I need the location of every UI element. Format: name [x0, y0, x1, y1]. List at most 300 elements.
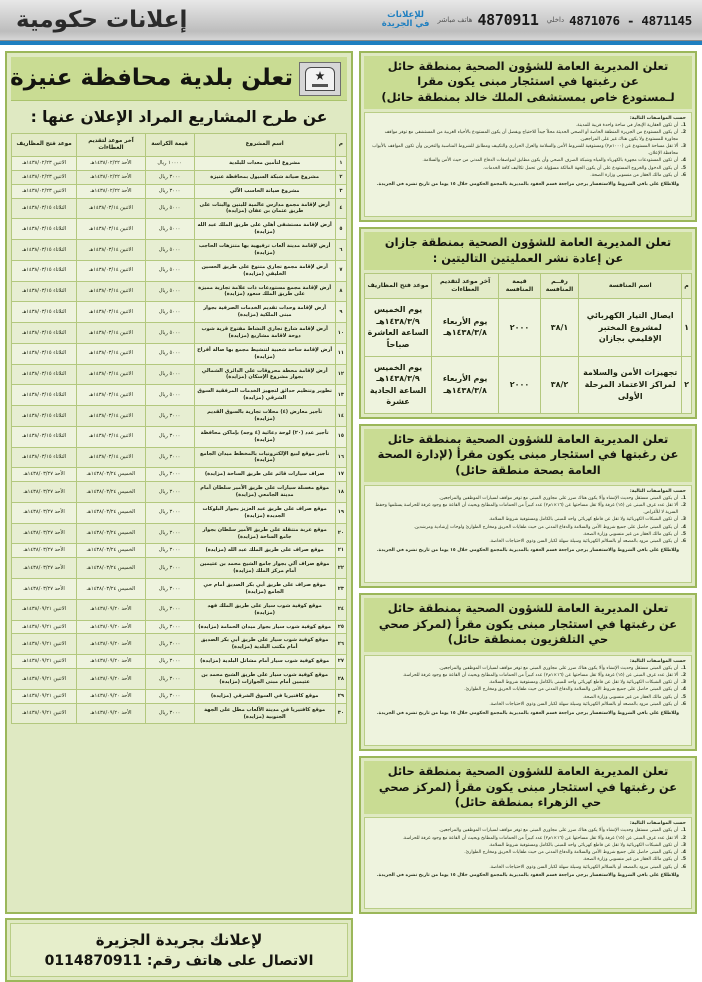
- projects-cell-0: ١٤: [335, 406, 346, 427]
- projects-cell-0: ٢٨: [335, 669, 346, 690]
- projects-cell-4: الاثنين ١٤٣٨/٠٢/٢٣هـ: [12, 156, 77, 170]
- announcement-condition-item: [370, 836, 686, 843]
- projects-cell-2: ٣٠٠٠ ريال: [145, 669, 194, 690]
- list-bullet: 6.: [681, 864, 686, 870]
- announcement-box-0: [359, 51, 697, 222]
- projects-cell-0: ١٦: [335, 447, 346, 468]
- announcement-note: وللاطلاع على باقي الشروط والاستفسار يرجى مراجعة قسم العقود بالمديرية بالمجمع الحكومي خلال ١٥ يوما من تاريخ نشره في الجريدة.: [376, 547, 680, 553]
- projects-cell-4: الثلاثاء ١٤٣٨/٠٣/١٥هـ: [12, 219, 77, 240]
- projects-cell-2: ٣٠٠٠ ريال: [145, 523, 194, 544]
- announcement-condition-item: [370, 532, 686, 539]
- table-row: [12, 302, 347, 323]
- projects-cell-3: الخميس ١٤٣٨/٠٣/٢٤هـ: [77, 482, 145, 503]
- table-row: [12, 558, 347, 579]
- projects-cell-4: الاثنين ١٤٣٨/٠٢/٢٣هـ: [12, 184, 77, 198]
- announcement-box-2: [359, 424, 697, 589]
- table-row: [12, 364, 347, 385]
- projects-table-head: [12, 134, 347, 157]
- announcement-condition-text: ألا تقل عدد غرف المبنى عن (١٥) غرفة وألا تقل مساحتها عن (١٦×١م٢) عدد كبيراً من الحمامات والمطابخ وبحيث أن القاعة مع وجود غرفة للحراسة.: [402, 672, 679, 678]
- primary-phone-block: [437, 11, 538, 29]
- jazan-col-5: موعد فتح المظاريف: [365, 274, 432, 299]
- projects-cell-2: ٣٠٠٠ ريال: [145, 502, 194, 523]
- projects-cell-2: ٣٠٠٠ ريال: [145, 447, 194, 468]
- projects-cell-3: الاثنين ١٤٣٨/٠٣/١٤هـ: [77, 198, 145, 219]
- projects-cell-0: ١٠: [335, 323, 346, 344]
- projects-cell-4: الاثنين ١٤٣٨/٠٩/٢١هـ: [12, 669, 77, 690]
- projects-cell-1: موقع كوفية شوب سيار على طريق أبي بكر الصديق أمام مكتب البلدية (مزايدة): [194, 634, 335, 655]
- jazan-col-3: قيمة المنافسة: [499, 274, 541, 299]
- projects-cell-0: ٢٧: [335, 655, 346, 669]
- announcement-condition-text: ألا تقل عدد غرف المبنى عن (١٥) غرفة وألا تقل مساحتها عن (١٦×١م٢) عدد كبيراً من الحمامات والمطابخ وبحيث أن القاعة مع وجود غرفة للحراسة.: [402, 835, 679, 841]
- table-row: [12, 482, 347, 503]
- announcement-heading-line-1: تعلن المديرية العامة للشؤون الصحية بمنطقة حائل: [387, 59, 669, 73]
- jazan-cell-2: ٣٨/٢: [540, 356, 579, 413]
- projects-cell-0: ١٧: [335, 468, 346, 482]
- projects-cell-0: ٦: [335, 240, 346, 261]
- announcement-intro: حسب المواصفات التالية:: [629, 489, 686, 495]
- projects-cell-3: الاثنين ١٤٣٨/٠٣/١٤هـ: [77, 219, 145, 240]
- projects-cell-2: ٥٠٠٠ ريال: [145, 260, 194, 281]
- list-bullet: 6.: [681, 701, 686, 707]
- announcement-condition-text: أن يكون الدخول والخروج المستودع على أن يكون الجهة المالكة مسؤولة عن تحمل تكاليف كافة الخدمات.: [482, 165, 679, 171]
- projects-cell-1: أرض لإقامة مستشفى أهلي على طريق الملك عبد الله (مزايدة): [194, 219, 335, 240]
- projects-cell-0: ٥: [335, 219, 346, 240]
- announcement-condition-item: [370, 680, 686, 687]
- announcement-heading-line-2: عن إعادة نشر العمليتين التاليتين :: [432, 250, 624, 265]
- projects-cell-3: الخميس ١٤٣٨/٠٣/٢٤هـ: [77, 579, 145, 600]
- announcement-header-0: [364, 56, 692, 109]
- table-row: [12, 703, 347, 724]
- projects-col-4: موعد فتح المظاريف: [12, 134, 77, 157]
- projects-cell-2: ٣٠٠٠ ريال: [145, 184, 194, 198]
- projects-cell-4: الأحد ١٤٣٨/٠٣/٢٧هـ: [12, 523, 77, 544]
- projects-cell-2: ٣٠٠٠ ريال: [145, 170, 194, 184]
- projects-cell-3: الأحد ١٤٣٨/٠٢/٢٢هـ: [77, 156, 145, 170]
- list-bullet: 2.: [681, 130, 686, 136]
- announcement-condition-item: [370, 123, 686, 130]
- projects-cell-1: موقع كوفية شوب سيار على طريق الملك فهد (مزايدة): [194, 599, 335, 620]
- projects-cell-1: تطوير وتنظيم حدائق لتجهيز الخدمات المرفقية السوق الشرقي (مزايدة): [194, 385, 335, 406]
- projects-cell-2: ٣٠٠٠ ريال: [145, 634, 194, 655]
- projects-cell-1: موقع صراف على طريق أبي بكر الصديق أمام حي الجامع (مزايدة): [194, 579, 335, 600]
- table-row: [12, 523, 347, 544]
- projects-cell-2: ٥٠٠٠ ريال: [145, 198, 194, 219]
- announcement-heading-line-2: عن رغبتها في استئجار مبنى يكون مقرا: [417, 74, 639, 89]
- announcement-intro: حسب المواصفات التالية:: [629, 116, 686, 122]
- projects-cell-3: الاثنين ١٤٣٨/٠٣/١٤هـ: [77, 343, 145, 364]
- announcement-condition-item: [370, 539, 686, 546]
- announcement-note: وللاطلاع على باقي الشروط والاستفسار يرجى مراجعة قسم العقود بالمديرية بالمجمع الحكومي خلال ١٥ يوما من تاريخ نشره في الجريدة.: [376, 873, 680, 879]
- projects-cell-1: مشروع صيانة شبكة السيول بمحافظة عنيزة: [194, 170, 335, 184]
- announcement-body-2: [364, 485, 692, 583]
- jazan-competitions-table: [364, 273, 692, 414]
- projects-cell-1: موقع صراف على طريق عبد العزيز بجوار البلوكات الجديدة (مزايدة): [194, 502, 335, 523]
- list-bullet: 2.: [681, 835, 686, 841]
- projects-cell-0: ٢٥: [335, 620, 346, 634]
- projects-cell-4: الأحد ١٤٣٨/٠٣/٢٧هـ: [12, 482, 77, 503]
- projects-cell-1: موقع كافتيريا في مدينة الألعاب مطل على الجهة الجنوبية (مزايدة): [194, 703, 335, 724]
- announcement-condition-text: أن تكون الشبكات الكهربائية ولا تقل عن قاطع كهربائي واحد للمبنى بالكامل ومستوفية شروط السلامة.: [488, 517, 679, 523]
- announcement-heading-line-2: عن رغبتها في استئجار مبنى يكون مقرأ (لمركز صحي حي التلفزيون بمنطقة حائل): [378, 616, 678, 647]
- jazan-col-1: اسم المنافسة: [579, 274, 682, 299]
- jazan-cell-4: يوم الأربعاء ١٤٣٨/٣/٨هـ: [432, 299, 499, 356]
- announcement-condition-text: أن يكون مالك العقار من غير منسوبي وزارة الصحة.: [582, 694, 679, 700]
- announcement-header-1: [364, 232, 692, 270]
- projects-cell-3: الأحد ١٤٣٨/٠٩/٢٠هـ: [77, 634, 145, 655]
- projects-cell-2: ١٠٠٠٠ ريال: [145, 156, 194, 170]
- projects-cell-3: الأحد ١٤٣٨/٠٩/٢٠هـ: [77, 689, 145, 703]
- projects-cell-4: الثلاثاء ١٤٣٨/٠٣/١٥هـ: [12, 198, 77, 219]
- projects-cell-3: الاثنين ١٤٣٨/٠٣/١٤هـ: [77, 426, 145, 447]
- projects-cell-1: أرض لإقامة محطة محروقات على الدائري الشمالي بجوار مشروع الإسكان (مزايدة): [194, 364, 335, 385]
- projects-cell-1: أرض لإقامة مجمع تجاري متنوع على طريق الحسين الخليفي (مزايدة): [194, 260, 335, 281]
- projects-cell-1: موقع صراف على طريق الملك عبد الله (مزايدة): [194, 544, 335, 558]
- announcement-condition-text: أن تكون العقارية الإيجار في ساحة واحدة قريبة للمدينة.: [575, 123, 679, 129]
- list-bullet: 5.: [681, 531, 686, 537]
- jazan-col-4: آخر موعد لتقديم العطاءات: [432, 274, 499, 299]
- announcement-condition-text: أن تكون الشبكات الكهربائية ولا تقل عن قاطع كهربائي واحد للمبنى بالكامل ومستوفية شروط السلامة.: [488, 680, 679, 686]
- projects-cell-2: ٥٠٠٠ ريال: [145, 343, 194, 364]
- announcement-condition-text: أن تكون المستودعات مجهزة بالكهرباء والمياه وشبكة الصرف الصحي وأن يكون مطابق لمواصفات الدفاع المدني من حيث الأمن والسلامة.: [422, 158, 679, 164]
- projects-cell-2: ٣٠٠٠ ريال: [145, 655, 194, 669]
- projects-cell-3: الأحد ١٤٣٨/٠٢/٢٢هـ: [77, 184, 145, 198]
- projects-cell-0: ١١: [335, 343, 346, 364]
- projects-cell-4: الثلاثاء ١٤٣٨/٠٣/١٥هـ: [12, 406, 77, 427]
- announcement-condition-text: أن تكون الشبكات الكهربائية ولا تقل عن قاطع كهربائي واحد للمبنى بالكامل ومستوفية شروط السلامة.: [488, 842, 679, 848]
- announcement-condition-text: ألا تقل عدد غرف المبنى عن (١٥) غرفة وألا تقل مساحتها عن (١٦×١م٢) عدد كبيراً من الحمامات والمطابخ وبحيث أن القاعة مع وجود غرفة للحراسة يستلمها وحفظ السرية لا للأغراض.: [375, 503, 679, 516]
- primary-phone-number: 4870911: [477, 11, 539, 29]
- table-row: [12, 343, 347, 364]
- projects-cell-3: الأحد ١٤٣٨/٠٢/٢٢هـ: [77, 170, 145, 184]
- projects-cell-3: الأحد ١٤٣٨/٠٩/٢٠هـ: [77, 669, 145, 690]
- projects-cell-1: موقع كوفية شوب سيار على طريق الشيخ محمد بن عثيمين أمام مبنى الجوازات (مزايدة): [194, 669, 335, 690]
- announcement-heading-line-1: تعلن المديرية العامة للشؤون الصحية بمنطقة حائل: [387, 431, 669, 446]
- projects-cell-2: ٥٠٠٠ ريال: [145, 364, 194, 385]
- projects-cell-0: ٣٠: [335, 703, 346, 724]
- projects-cell-1: صراف سيارات قائم على طريق الساحة (مزايدة): [194, 468, 335, 482]
- projects-cell-4: الثلاثاء ١٤٣٨/٠٣/١٥هـ: [12, 281, 77, 302]
- announcement-condition-text: أن يكون المبنى مزود بالمصعد أو بالسلالم الكهربائية وسيلة سهلة لكبار السن وذوي الاحتياجات الخاصة.: [489, 539, 679, 545]
- announcement-condition-text: أن يكون المبنى مزود بالمصعد أو بالسلالم الكهربائية وسيلة سهلة لكبار السن وذوي الاحتياجات الخاصة.: [489, 701, 679, 707]
- masthead-contact-block: [382, 11, 692, 29]
- projects-col-1: اسم المشروع: [194, 134, 335, 157]
- announcement-condition-item: [370, 496, 686, 503]
- announcement-box-1: [359, 227, 697, 419]
- announcement-condition-item: [370, 517, 686, 524]
- announcement-condition-item: [370, 702, 686, 709]
- projects-cell-0: ٢١: [335, 544, 346, 558]
- projects-cell-1: موقع كافتيريا في السوق الشرقي (مزايدة): [194, 689, 335, 703]
- list-bullet: 4.: [681, 524, 686, 530]
- announcement-condition-text: أن يكون المبنى مزود بالمصعد أو بالسلالم الكهربائية وسيلة سهلة لكبار السن وذوي الاحتياجات الخاصة.: [489, 864, 679, 870]
- projects-cell-0: ١٩: [335, 502, 346, 523]
- announcement-condition-item: [370, 695, 686, 702]
- projects-cell-3: الاثنين ١٤٣٨/٠٣/١٤هـ: [77, 406, 145, 427]
- announcement-condition-item: [370, 666, 686, 673]
- projects-cell-1: تأجير عدد (٢٠) لوحة دعائية (٤ وجه) بإماكن محافظة (مزايدة): [194, 426, 335, 447]
- projects-cell-0: ٤: [335, 198, 346, 219]
- table-row: [12, 281, 347, 302]
- list-bullet: 6.: [681, 539, 686, 545]
- projects-cell-1: أرض لإقامة مدينة ألعاب ترفيهية بها متنزهات الحاجب (مزايدة): [194, 240, 335, 261]
- projects-cell-4: الثلاثاء ١٤٣٨/٠٣/١٥هـ: [12, 323, 77, 344]
- projects-cell-3: الأحد ١٤٣٨/٠٩/٢٠هـ: [77, 655, 145, 669]
- projects-cell-1: موقع صراف آلي بجوار جامع الشيخ محمد بن عثيمين أمام مركز الملك (مزايدة): [194, 558, 335, 579]
- projects-cell-0: ٨: [335, 281, 346, 302]
- contact-ad-line2: [15, 953, 343, 969]
- list-bullet: 4.: [681, 850, 686, 856]
- projects-cell-4: الاثنين ١٤٣٨/٠٩/٢١هـ: [12, 620, 77, 634]
- secondary-phone-block: [547, 13, 692, 28]
- table-header-row: [12, 134, 347, 157]
- announcement-note: وللاطلاع على باقي الشروط والاستفسار يرجى مراجعة قسم العقود بالمديرية بالمجمع الحكومي خلال ١٥ يوما من تاريخ نشره في الجريدة.: [376, 181, 680, 187]
- projects-cell-2: ٥٠٠٠ ريال: [145, 302, 194, 323]
- table-row: [12, 240, 347, 261]
- projects-cell-2: ٥٠٠٠ ريال: [145, 219, 194, 240]
- announcement-intro: حسب المواصفات التالية:: [629, 658, 686, 664]
- announcement-condition-item: [370, 130, 686, 144]
- announcement-condition-text: أن يكون المبنى حاصل على جميع شروط الأمن والسلامة والدفاع المدني من حيث طفايات الحريق ومخارج الطوارئ ولوحات إرشادية ومرشدين.: [413, 524, 679, 530]
- municipality-title: تعلن بلدية محافظة عنيزة: [10, 65, 293, 92]
- saudi-emblem-icon: [299, 62, 341, 96]
- announcement-condition-text: أن يكون المبنى مستقل وحديث الإنشاء وألا يكون هناك ضرر على مجاوري المبنى مع توفر مواقف لسيارات الموظفين والمراجعين.: [438, 665, 679, 671]
- projects-cell-0: ٢٦: [335, 634, 346, 655]
- jazan-cell-4: يوم الأربعاء ١٤٣٨/٣/٨هـ: [432, 356, 499, 413]
- announcements-column: [359, 51, 697, 914]
- projects-cell-4: الاثنين ١٤٣٨/٠٩/٢١هـ: [12, 634, 77, 655]
- projects-cell-2: ٣٠٠٠ ريال: [145, 579, 194, 600]
- projects-col-0: م: [335, 134, 346, 157]
- jazan-cell-1: ايصال التيار الكهربائي لمشروع المختبر الإقليمي بجازان: [579, 299, 682, 356]
- projects-cell-3: الاثنين ١٤٣٨/٠٣/١٤هـ: [77, 302, 145, 323]
- municipality-panel: [5, 51, 353, 914]
- announcement-condition-item: [370, 843, 686, 850]
- projects-cell-4: الثلاثاء ١٤٣٨/٠٣/١٥هـ: [12, 447, 77, 468]
- municipality-header: [11, 57, 347, 101]
- list-bullet: 3.: [681, 144, 686, 150]
- table-row: [12, 620, 347, 634]
- announcement-body-4: [364, 817, 692, 909]
- table-row: [12, 599, 347, 620]
- announcement-condition-item: [370, 166, 686, 173]
- table-row: [12, 406, 347, 427]
- projects-cell-0: ٢: [335, 170, 346, 184]
- municipality-subtitle: عن طرح المشاريع المراد الإعلان عنها :: [30, 108, 328, 126]
- announcement-heading-line-1: تعلن المديرية العامة للشؤون الصحية بمنطقة جازان: [384, 235, 672, 250]
- contact-ad-label: الاتصال على هاتف رقم:: [146, 953, 314, 969]
- projects-cell-3: الاثنين ١٤٣٨/٠٣/١٤هـ: [77, 385, 145, 406]
- announcement-condition-text: أن يكون المبنى حاصل على جميع شروط الأمن والسلامة والدفاع المدني من حيث طفايات الحريق ومخارج الطوارئ.: [464, 850, 679, 856]
- projects-cell-4: الاثنين ١٤٣٨/٠٢/٢٣هـ: [12, 170, 77, 184]
- table-row: [12, 468, 347, 482]
- projects-cell-2: ٣٠٠٠ ريال: [145, 426, 194, 447]
- projects-cell-3: الأحد ١٤٣٨/٠٩/٢٠هـ: [77, 703, 145, 724]
- projects-cell-1: مشروع صيانة الحاسب الآلي: [194, 184, 335, 198]
- projects-cell-4: الثلاثاء ١٤٣٨/٠٣/١٥هـ: [12, 426, 77, 447]
- projects-cell-2: ٣٠٠٠ ريال: [145, 703, 194, 724]
- jazan-col-0: م: [682, 274, 692, 299]
- projects-cell-2: ٣٠٠٠ ريال: [145, 689, 194, 703]
- projects-cell-3: الأحد ١٤٣٨/٠٩/٢٠هـ: [77, 620, 145, 634]
- announcement-condition-item: [370, 673, 686, 680]
- jazan-cell-5: يوم الخميس ١٤٣٨/٣/٩هـ الساعة الحادية عشرة: [365, 356, 432, 413]
- projects-cell-1: موقع كوفية شوب سيار بجوار ميدان الحمامة (مزايدة): [194, 620, 335, 634]
- projects-cell-4: الاثنين ١٤٣٨/٠٩/٢١هـ: [12, 689, 77, 703]
- projects-cell-2: ٣٠٠٠ ريال: [145, 406, 194, 427]
- announcement-header-3: [364, 598, 692, 651]
- announcement-condition-text: أن يكون المبنى حاصل على جميع شروط الأمن والسلامة والدفاع المدني من حيث طفايات الحريق ومخارج الطوارئ.: [464, 687, 679, 693]
- projects-cell-0: ١٨: [335, 482, 346, 503]
- municipality-table-wrap: [11, 130, 347, 908]
- table-row: [12, 385, 347, 406]
- projects-cell-1: تأجير موقع لبيع الإلكترونيات بالمخطط ميدان الجامع (مزايدة): [194, 447, 335, 468]
- ads-brand-line2: في الجريدة: [381, 19, 430, 29]
- announcement-header-4: [364, 761, 692, 814]
- table-row: [12, 323, 347, 344]
- projects-cell-2: ٣٠٠٠ ريال: [145, 482, 194, 503]
- table-row: [12, 655, 347, 669]
- announcement-condition-item: [370, 828, 686, 835]
- announcement-condition-item: [370, 173, 686, 180]
- announcement-condition-text: أن يكون مالك العقار من غير منسوبي وزارة الصحة.: [582, 531, 679, 537]
- announcement-condition-item: [370, 525, 686, 532]
- list-bullet: 5.: [681, 165, 686, 171]
- projects-cell-2: ٥٠٠٠ ريال: [145, 281, 194, 302]
- projects-cell-3: الخميس ١٤٣٨/٠٣/٢٤هـ: [77, 523, 145, 544]
- table-row: [12, 689, 347, 703]
- projects-cell-2: ٥٠٠٠ ريال: [145, 240, 194, 261]
- projects-cell-4: الأحد ١٤٣٨/٠٣/٢٧هـ: [12, 544, 77, 558]
- announcement-condition-item: [370, 503, 686, 517]
- projects-cell-3: الاثنين ١٤٣٨/٠٣/١٤هـ: [77, 447, 145, 468]
- table-row: [12, 260, 347, 281]
- jazan-cell-3: ٢٠٠٠: [499, 299, 541, 356]
- projects-cell-0: ١٣: [335, 385, 346, 406]
- secondary-phone-label: داخلي: [546, 16, 565, 24]
- projects-cell-1: أرض لإقامة ساحة شعبية لتنشيط مجمع بها صالة أفراح (مزايدة): [194, 343, 335, 364]
- jazan-cell-2: ٣٨/١: [540, 299, 579, 356]
- list-bullet: 1.: [681, 665, 686, 671]
- announcement-intro: حسب المواصفات التالية:: [629, 821, 686, 827]
- section-title: إعلانات حكومية: [16, 7, 188, 33]
- announcement-condition-text: أن يكون المبنى مستقل وحديث الإنشاء وألا يكون هناك ضرر على مجاوري المبنى مع توفر مواقف لسيارات الموظفين والمراجعين.: [438, 828, 679, 834]
- list-bullet: 5.: [681, 694, 686, 700]
- projects-cell-2: ٥٠٠٠ ريال: [145, 385, 194, 406]
- projects-cell-1: أرض لإقامة وحدات تقديم الخدمات الصرفية بجوار مبنى الملكية (مزايدة): [194, 302, 335, 323]
- table-row: [12, 426, 347, 447]
- announcement-box-4: [359, 756, 697, 914]
- announcement-note: وللاطلاع على باقي الشروط والاستفسار يرجى مراجعة قسم العقود بالمديرية بالمجمع الحكومي خلال ١٥ يوما من تاريخ نشره في الجريدة.: [376, 710, 680, 716]
- contact-ad-line1: لإعلانك بجريدة الجزيرة: [95, 931, 263, 949]
- projects-cell-4: الثلاثاء ١٤٣٨/٠٣/١٥هـ: [12, 240, 77, 261]
- announcement-body-0: [364, 112, 692, 217]
- projects-cell-3: الخميس ١٤٣٨/٠٣/٢٤هـ: [77, 468, 145, 482]
- table-row: [12, 544, 347, 558]
- projects-cell-1: تأجير معارض (٤) محلات تجارية بالسوق القديم (مزايدة): [194, 406, 335, 427]
- page-columns: [0, 45, 702, 969]
- projects-cell-1: أرض لإقامة مجمع مدارس عالمية للبنين والبنات على طريق عثمان بن عفان (مزايدة): [194, 198, 335, 219]
- projects-cell-3: الاثنين ١٤٣٨/٠٣/١٤هـ: [77, 281, 145, 302]
- announcement-condition-item: [370, 687, 686, 694]
- announcement-condition-item: [370, 158, 686, 165]
- list-bullet: 2.: [681, 672, 686, 678]
- table-row: [365, 299, 692, 356]
- table-row: [365, 356, 692, 413]
- projects-col-2: قيمة الكراسة: [145, 134, 194, 157]
- announcement-condition-item: [370, 865, 686, 872]
- projects-cell-1: أرض لإقامة مجمع مستودعات ذات علامة تجارية مميزة على طريق الملك سعود (مزايدة): [194, 281, 335, 302]
- jazan-col-2: رقــم المنافسة: [540, 274, 579, 299]
- list-bullet: 4.: [681, 158, 686, 164]
- announcement-heading-line-1: تعلن المديرية العامة للشؤون الصحية بمنطقة حائل: [387, 764, 669, 779]
- projects-cell-1: أرض لإقامة شارع تجاري النشاط مفتوح قرية شوب دوحة لاقامة مشاريع (مزايدة): [194, 323, 335, 344]
- list-bullet: 3.: [681, 842, 686, 848]
- list-bullet: 1.: [681, 496, 686, 502]
- projects-cell-1: مشروع لتأمين معدات للبلدية: [194, 156, 335, 170]
- projects-table: [11, 133, 347, 724]
- announcement-body-3: [364, 655, 692, 747]
- projects-cell-3: الاثنين ١٤٣٨/٠٣/١٤هـ: [77, 260, 145, 281]
- announcement-condition-text: أن يكون المستودع من الجزيرة المنطقة الخاصة أو الصحي الحديثة محلاً جيداً للاحتياج ويفضل أن يكون المستودع بالأحياء الغربية من المستشفى مع توفر مواقف مجاورة للمستودع ولا يكون هناك غير على المراجعين.: [384, 130, 679, 143]
- masthead: [0, 0, 702, 40]
- projects-cell-4: الثلاثاء ١٤٣٨/٠٣/١٥هـ: [12, 364, 77, 385]
- announcement-condition-item: [370, 144, 686, 158]
- projects-cell-0: ٢٢: [335, 558, 346, 579]
- projects-cell-0: ١٢: [335, 364, 346, 385]
- list-bullet: 2.: [681, 503, 686, 509]
- table-row: [12, 669, 347, 690]
- announcement-header-2: [364, 429, 692, 482]
- projects-cell-4: الثلاثاء ١٤٣٨/٠٣/١٥هـ: [12, 385, 77, 406]
- projects-cell-0: ١٥: [335, 426, 346, 447]
- projects-cell-2: ٣٠٠٠ ريال: [145, 468, 194, 482]
- projects-cell-4: الثلاثاء ١٤٣٨/٠٣/١٥هـ: [12, 260, 77, 281]
- projects-cell-0: ١: [335, 156, 346, 170]
- projects-cell-3: الخميس ١٤٣٨/٠٣/٢٤هـ: [77, 558, 145, 579]
- announcement-heading-line-3: لـمستودع خاص بمستشفى الملك خالد بمنطقة حائل): [381, 89, 675, 104]
- projects-cell-4: الأحد ١٤٣٨/٠٣/٢٧هـ: [12, 558, 77, 579]
- contact-ad-box: [5, 918, 353, 982]
- announcement-heading-line-1: تعلن المديرية العامة للشؤون الصحية بمنطقة حائل: [387, 601, 669, 616]
- projects-cell-0: ٢٩: [335, 689, 346, 703]
- projects-col-3: آخر موعد لتقديم العطاءات: [77, 134, 145, 157]
- projects-cell-3: الخميس ١٤٣٨/٠٣/٢٤هـ: [77, 544, 145, 558]
- contact-ad-number: 0114870911: [44, 953, 143, 969]
- list-bullet: 5.: [681, 857, 686, 863]
- table-row: [12, 219, 347, 240]
- projects-cell-4: الأحد ١٤٣٨/٠٣/٢٧هـ: [12, 468, 77, 482]
- projects-cell-0: ٣: [335, 184, 346, 198]
- projects-cell-3: الأحد ١٤٣٨/٠٩/٢٠هـ: [77, 599, 145, 620]
- jazan-cell-0: ١: [682, 299, 692, 356]
- table-row: [12, 184, 347, 198]
- list-bullet: 1.: [681, 123, 686, 129]
- table-row: [12, 170, 347, 184]
- projects-table-body: [12, 156, 347, 724]
- list-bullet: 6.: [681, 172, 686, 178]
- projects-cell-2: ٣٠٠٠ ريال: [145, 620, 194, 634]
- jazan-cell-0: ٢: [682, 356, 692, 413]
- table-header-row: [365, 274, 692, 299]
- projects-cell-2: ٣٠٠٠ ريال: [145, 599, 194, 620]
- announcement-condition-item: [370, 857, 686, 864]
- jazan-cell-1: تجهيزات الأمن والسلامة لمراكز الاعتماد المرحلة الأولى: [579, 356, 682, 413]
- announcement-condition-item: [370, 850, 686, 857]
- projects-cell-2: ٣٠٠٠ ريال: [145, 544, 194, 558]
- projects-cell-0: ٩: [335, 302, 346, 323]
- projects-cell-4: الثلاثاء ١٤٣٨/٠٣/١٥هـ: [12, 302, 77, 323]
- projects-cell-0: ٧: [335, 260, 346, 281]
